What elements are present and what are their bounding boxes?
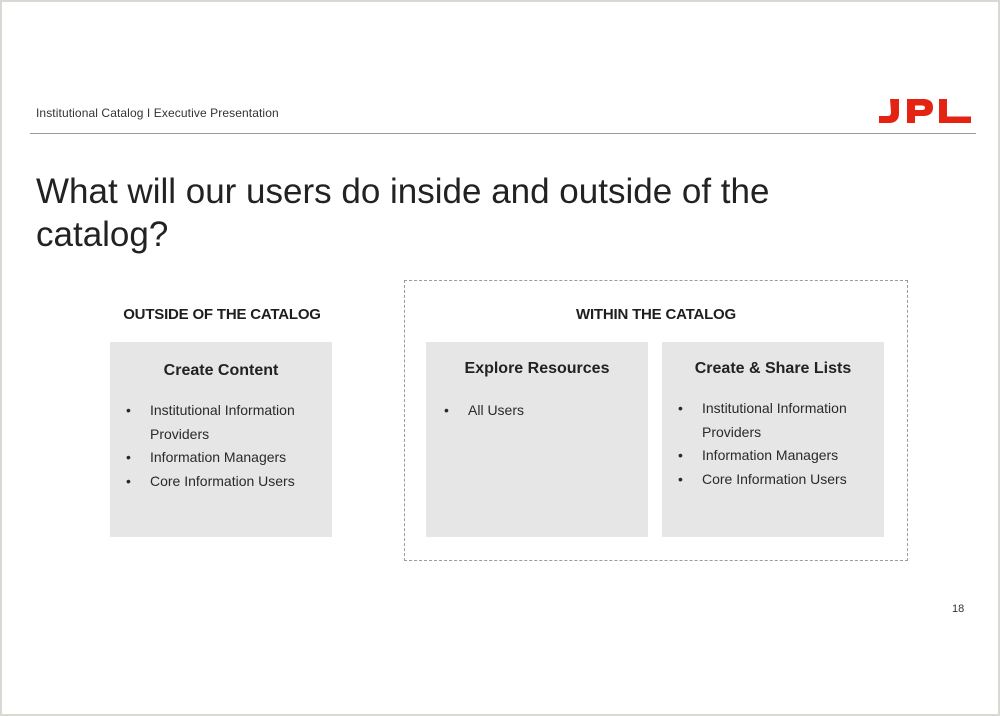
list-item: • Core Information Users xyxy=(126,472,295,489)
card-title: Create & Share Lists xyxy=(694,360,852,377)
card-title: Explore Resources xyxy=(464,360,610,377)
slide xyxy=(2,2,998,714)
card-list xyxy=(444,399,639,423)
list-item: • All Users xyxy=(444,402,525,418)
presentation-breadcrumb: Institutional Catalog I Executive Presentation xyxy=(36,106,279,120)
list-item: • Information Managers xyxy=(126,449,287,465)
create-content-card xyxy=(110,342,332,537)
create-share-lists-card xyxy=(662,342,884,537)
jpl-logo xyxy=(878,97,972,125)
card-list xyxy=(126,399,326,493)
explore-resources-card xyxy=(426,342,648,537)
list-item: • Information Managers xyxy=(678,447,839,463)
header-divider xyxy=(30,133,976,134)
list-item: • Core Information Users xyxy=(678,470,847,487)
list-item: • Institutional Information Providers xyxy=(126,402,295,442)
card-list xyxy=(678,397,878,491)
outside-heading: OUTSIDE OF THE CATALOG xyxy=(123,306,321,323)
card-title: Create Content xyxy=(163,362,279,379)
list-item: • Institutional Information Providers xyxy=(678,400,847,440)
within-heading: WITHIN THE CATALOG xyxy=(576,306,736,323)
page-number: 18 xyxy=(952,603,965,615)
slide-title: What will our users do inside and outside of the catalog? xyxy=(36,172,770,254)
